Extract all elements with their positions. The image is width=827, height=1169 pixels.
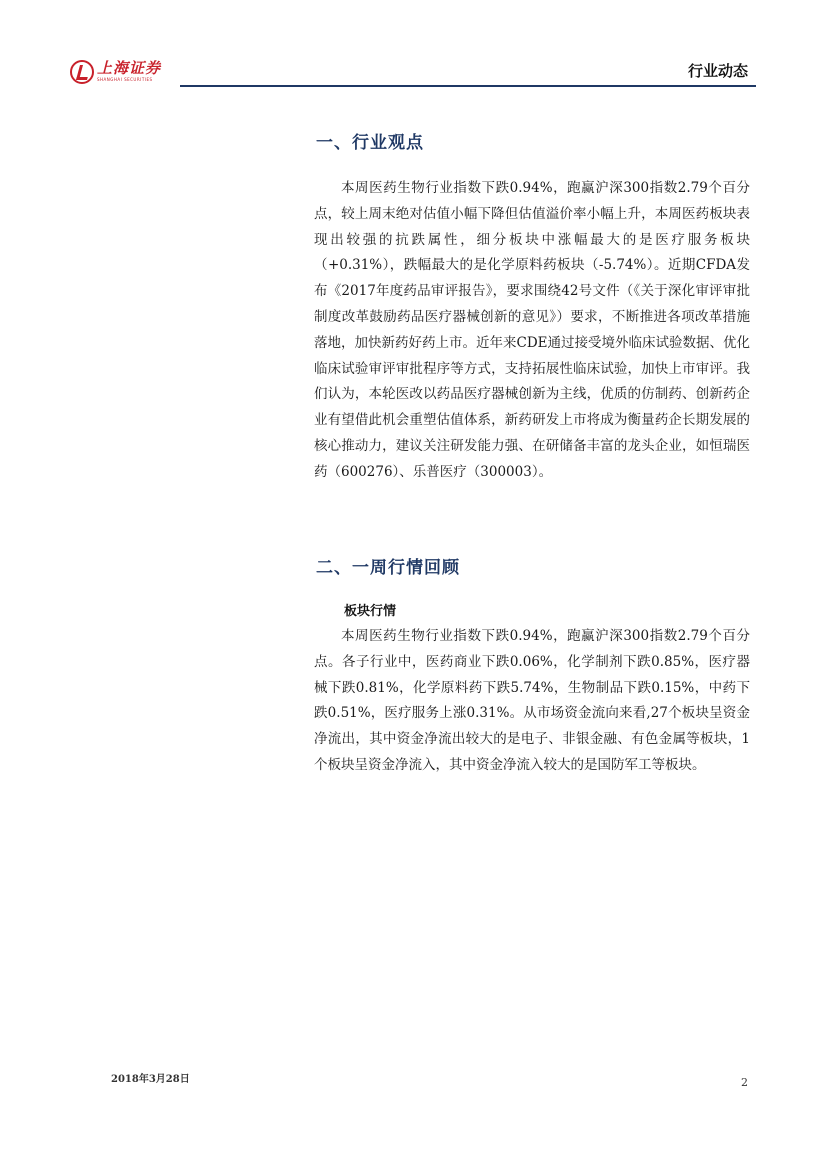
logo-english-name: SHANGHAI SECURITIES	[97, 77, 153, 82]
logo-chinese-name: 上海证券	[97, 59, 162, 77]
industry-view-paragraph: 本周医药生物行业指数下跌0.94%，跑赢沪深300指数2.79个百分点，较上周末绝对估值小幅下降但估值溢价率小幅上升，本周医药板块表现出较强的抗跌属性，细分板块中涨幅最大的是医疗服务板块（+0.31%），跌幅最大的是化学原料药板块（-5.74%）。近期CFDA发布《2017年度药品审评报告》，要求围绕42号文件（《关于深化审评审批制度改革鼓励药品医疗器械创新的意见》）要求，不断推进各项改革措施落地，加快新药好药上市。近年来CDE通过接受境外临床试验数据、优化临床试验审评审批程序等方式，支持拓展性临床试验，加快上市审评。我们认为，本轮医改以药品医疗器械创新为主线，优质的仿制药、创新药企业有望借此机会重塑估值体系，新药研发上市将成为衡量药企长期发展的核心推动力，建议关注研发能力强、在研储备丰富的龙头企业，如恒瑞医药（600276）、乐普医疗（300003）。	[314, 180, 751, 480]
logo-text	[97, 60, 161, 83]
report-date: 2018年3月28日	[111, 1074, 190, 1085]
weekly-review-paragraph: 本周医药生物行业指数下跌0.94%，跑赢沪深300指数2.79个百分点。各子行业中，医药商业下跌0.06%，化学制剂下跌0.85%，医疗器械下跌0.81%，化学原料药下跌5.74%，生物制品下跌0.15%，中药下跌0.51%，医疗服务上涨0.31%。从市场资金流向来看,27个板块呈资金净流出，其中资金净流出较大的是电子、非银金融、有色金属等板块，1个板块呈资金净流入，其中资金净流入较大的是国防军工等板块。	[314, 628, 750, 773]
section-heading-industry-view: 一、行业观点	[316, 133, 424, 153]
subheading-sector-market: 板块行情	[344, 604, 397, 619]
company-logo	[70, 60, 161, 90]
page-header	[70, 58, 756, 90]
page-number: 2	[741, 1076, 748, 1089]
logo-emblem-icon	[70, 60, 94, 84]
report-type-title: 行业动态	[687, 62, 748, 80]
section-heading-weekly-review: 二、一周行情回顾	[316, 558, 460, 578]
header-divider	[180, 85, 756, 87]
